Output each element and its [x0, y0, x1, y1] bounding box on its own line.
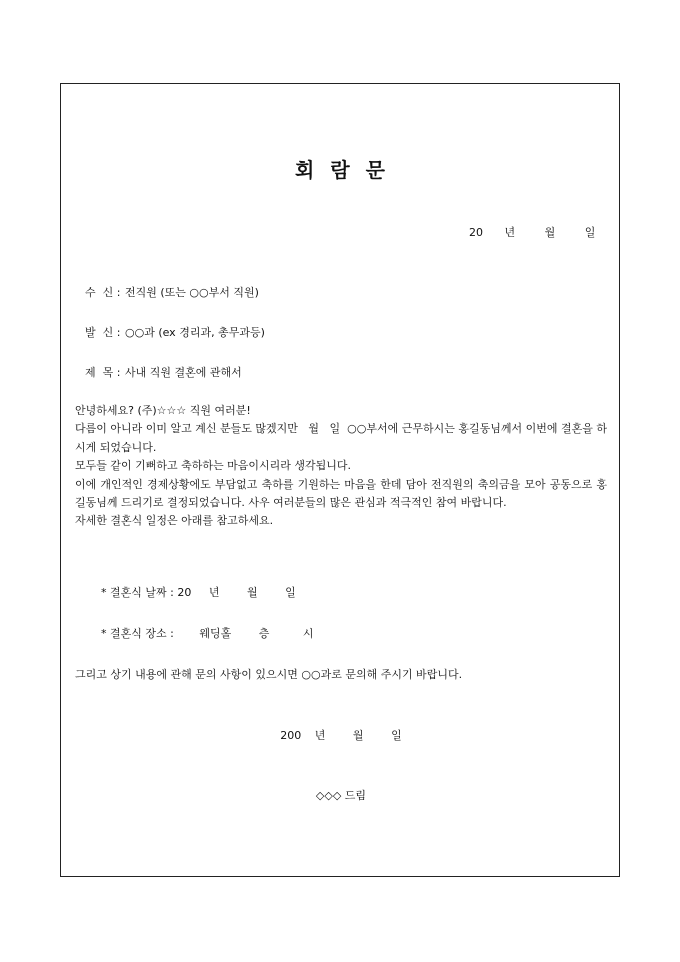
wedding-date-day-unit: 일: [285, 586, 296, 599]
wedding-date-month-unit: 월: [246, 586, 258, 599]
issue-date-month-unit: 월: [544, 226, 556, 239]
document-title: [61, 154, 621, 183]
title-char: 문: [365, 158, 387, 182]
body-paragraph: 자세한 결혼식 일정은 아래를 참고하세요.: [75, 514, 274, 528]
issue-date-year-unit: 년: [504, 226, 516, 239]
body-paragraph: 모두들 같이 기뻐하고 축하하는 마음이시리라 생각됩니다.: [75, 459, 352, 473]
issue-date-day-unit: 일: [584, 226, 596, 239]
subject-label: 제 목 :: [85, 366, 121, 379]
issue-date: [469, 224, 595, 240]
wedding-hall: 웨딩홀: [199, 627, 232, 640]
document-page: [60, 83, 620, 877]
wedding-date-year-unit: 년: [208, 586, 220, 599]
sender-value: ○○과 (ex 경리과, 총무과등): [125, 326, 265, 339]
wedding-date-label: * 결혼식 날짜 :: [101, 586, 174, 599]
wedding-date-year: 20: [177, 586, 192, 599]
wedding-date-line: [101, 584, 296, 600]
wedding-floor: 층: [258, 627, 270, 640]
closing-date-year-unit: 년: [314, 729, 326, 742]
recipient-value: 전직원 (또는 ○○부서 직원): [125, 286, 259, 299]
closing-date-year: 200: [280, 729, 302, 742]
body-text: [75, 402, 607, 531]
signature: ◇◇◇ 드림: [315, 789, 367, 802]
issue-date-year: 20: [469, 226, 483, 239]
recipient-line: [85, 284, 259, 300]
recipient-label: 수 신 :: [85, 286, 121, 299]
closing-date: [61, 727, 621, 743]
title-char: 람: [330, 158, 352, 182]
title-char: 회: [295, 158, 317, 182]
sender-line: [85, 324, 265, 340]
subject-line: [85, 364, 242, 380]
closing-date-day-unit: 일: [391, 729, 402, 742]
body-paragraph: 이에 개인적인 경제상황에도 부담없고 축하를 기원하는 마음을 한데 담아 전직원의 축의금을 모아 공동으로 홍길동님께 드리기로 결정되었습니다. 사우 여러분들의 많은 관심과 적극적인 참여 바랍니다.: [75, 477, 607, 510]
closing-sentence: 그리고 상기 내용에 관해 문의 사항이 있으시면 ○○과로 문의해 주시기 바랍니다.: [75, 668, 463, 681]
wedding-place-label: * 결혼식 장소 :: [101, 627, 174, 640]
greeting: 안녕하세요? (주)☆☆☆ 직원 여러분!: [75, 404, 251, 417]
body-paragraph: 다름이 아니라 이미 알고 계신 분들도 많겠지만 월 일 ○○부서에 근무하시는 홍길동님께서 이번에 결혼을 하시게 되었습니다.: [75, 422, 607, 454]
wedding-place-line: [101, 625, 314, 641]
closing-date-month-unit: 월: [352, 729, 364, 742]
subject-value: 사내 직원 결혼에 관해서: [125, 366, 242, 379]
sender-label: 발 신 :: [85, 326, 121, 339]
wedding-time: 시: [302, 627, 314, 640]
